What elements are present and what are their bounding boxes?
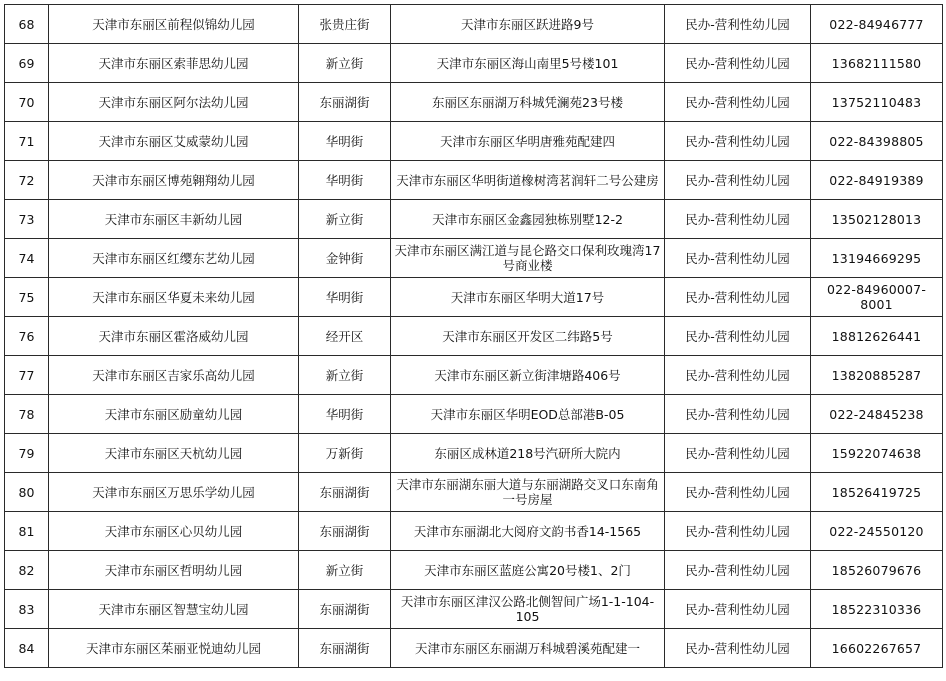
type-cell: 民办-营利性幼儿园 [665, 590, 811, 629]
phone-cell: 18526079676 [811, 551, 943, 590]
type-cell: 民办-营利性幼儿园 [665, 161, 811, 200]
table-row [5, 5, 943, 44]
phone-cell: 16602267657 [811, 629, 943, 668]
address-cell: 天津市东丽区蓝庭公寓20号楼1、2门 [391, 551, 665, 590]
row-number-cell: 81 [5, 512, 49, 551]
row-number-cell: 78 [5, 395, 49, 434]
address-cell: 天津市东丽区东丽湖万科城碧溪苑配建一 [391, 629, 665, 668]
phone-cell: 022-84398805 [811, 122, 943, 161]
address-cell: 东丽区成林道218号汽研所大院内 [391, 434, 665, 473]
address-cell: 天津市东丽区华明EOD总部港B-05 [391, 395, 665, 434]
type-cell: 民办-营利性幼儿园 [665, 200, 811, 239]
row-number-cell: 79 [5, 434, 49, 473]
phone-cell: 13752110483 [811, 83, 943, 122]
address-cell: 天津市东丽区新立街津塘路406号 [391, 356, 665, 395]
kindergarten-name-cell: 天津市东丽区华夏未来幼儿园 [49, 278, 299, 317]
row-number-cell: 82 [5, 551, 49, 590]
address-cell: 天津市东丽区华明唐雅苑配建四 [391, 122, 665, 161]
row-number-cell: 71 [5, 122, 49, 161]
kindergarten-name-cell: 天津市东丽区霍洛威幼儿园 [49, 317, 299, 356]
type-cell: 民办-营利性幼儿园 [665, 629, 811, 668]
row-number-cell: 68 [5, 5, 49, 44]
table-row [5, 122, 943, 161]
kindergarten-name-cell: 天津市东丽区博苑翱翔幼儿园 [49, 161, 299, 200]
phone-cell: 022-84960007-8001 [811, 278, 943, 317]
kindergarten-name-cell: 天津市东丽区吉家乐高幼儿园 [49, 356, 299, 395]
kindergarten-name-cell: 天津市东丽区智慧宝幼儿园 [49, 590, 299, 629]
address-cell: 天津市东丽湖东丽大道与东丽湖路交叉口东南角一号房屋 [391, 473, 665, 512]
table-row [5, 356, 943, 395]
kindergarten-name-cell: 天津市东丽区哲明幼儿园 [49, 551, 299, 590]
kindergarten-name-cell: 天津市东丽区励童幼儿园 [49, 395, 299, 434]
kindergarten-table [4, 4, 943, 668]
type-cell: 民办-营利性幼儿园 [665, 5, 811, 44]
row-number-cell: 75 [5, 278, 49, 317]
table-row [5, 278, 943, 317]
type-cell: 民办-营利性幼儿园 [665, 473, 811, 512]
kindergarten-name-cell: 天津市东丽区艾威蒙幼儿园 [49, 122, 299, 161]
phone-cell: 13502128013 [811, 200, 943, 239]
kindergarten-name-cell: 天津市东丽区心贝幼儿园 [49, 512, 299, 551]
table-body [5, 5, 943, 668]
address-cell: 天津市东丽区跃进路9号 [391, 5, 665, 44]
kindergarten-name-cell: 天津市东丽区红缨东艺幼儿园 [49, 239, 299, 278]
street-cell: 华明街 [299, 278, 391, 317]
kindergarten-name-cell: 天津市东丽区丰新幼儿园 [49, 200, 299, 239]
street-cell: 金钟街 [299, 239, 391, 278]
type-cell: 民办-营利性幼儿园 [665, 512, 811, 551]
type-cell: 民办-营利性幼儿园 [665, 317, 811, 356]
type-cell: 民办-营利性幼儿园 [665, 395, 811, 434]
row-number-cell: 72 [5, 161, 49, 200]
kindergarten-name-cell: 天津市东丽区茱丽亚悦迪幼儿园 [49, 629, 299, 668]
row-number-cell: 83 [5, 590, 49, 629]
row-number-cell: 70 [5, 83, 49, 122]
street-cell: 万新街 [299, 434, 391, 473]
type-cell: 民办-营利性幼儿园 [665, 44, 811, 83]
table-row [5, 434, 943, 473]
table-row [5, 395, 943, 434]
phone-cell: 15922074638 [811, 434, 943, 473]
kindergarten-name-cell: 天津市东丽区前程似锦幼儿园 [49, 5, 299, 44]
address-cell: 天津市东丽区华明街道橡树湾茗润轩二号公建房 [391, 161, 665, 200]
kindergarten-name-cell: 天津市东丽区阿尔法幼儿园 [49, 83, 299, 122]
address-cell: 天津市东丽区满江道与昆仑路交口保利玫瑰湾17号商业楼 [391, 239, 665, 278]
table-row [5, 317, 943, 356]
street-cell: 东丽湖街 [299, 629, 391, 668]
phone-cell: 022-24845238 [811, 395, 943, 434]
phone-cell: 13682111580 [811, 44, 943, 83]
street-cell: 经开区 [299, 317, 391, 356]
street-cell: 东丽湖街 [299, 473, 391, 512]
address-cell: 天津市东丽湖北大阅府文韵书香14-1565 [391, 512, 665, 551]
row-number-cell: 74 [5, 239, 49, 278]
row-number-cell: 73 [5, 200, 49, 239]
phone-cell: 022-84919389 [811, 161, 943, 200]
street-cell: 新立街 [299, 44, 391, 83]
address-cell: 天津市东丽区开发区二纬路5号 [391, 317, 665, 356]
street-cell: 新立街 [299, 200, 391, 239]
table-row [5, 551, 943, 590]
kindergarten-name-cell: 天津市东丽区万思乐学幼儿园 [49, 473, 299, 512]
street-cell: 华明街 [299, 395, 391, 434]
street-cell: 新立街 [299, 356, 391, 395]
phone-cell: 022-84946777 [811, 5, 943, 44]
table-row [5, 83, 943, 122]
street-cell: 华明街 [299, 122, 391, 161]
table-row [5, 200, 943, 239]
table-row [5, 629, 943, 668]
street-cell: 东丽湖街 [299, 590, 391, 629]
row-number-cell: 84 [5, 629, 49, 668]
type-cell: 民办-营利性幼儿园 [665, 83, 811, 122]
type-cell: 民办-营利性幼儿园 [665, 434, 811, 473]
type-cell: 民办-营利性幼儿园 [665, 239, 811, 278]
table-row [5, 44, 943, 83]
type-cell: 民办-营利性幼儿园 [665, 278, 811, 317]
phone-cell: 13820885287 [811, 356, 943, 395]
phone-cell: 13194669295 [811, 239, 943, 278]
row-number-cell: 77 [5, 356, 49, 395]
street-cell: 新立街 [299, 551, 391, 590]
table-row [5, 473, 943, 512]
phone-cell: 18812626441 [811, 317, 943, 356]
type-cell: 民办-营利性幼儿园 [665, 122, 811, 161]
table-row [5, 161, 943, 200]
kindergarten-name-cell: 天津市东丽区天杭幼儿园 [49, 434, 299, 473]
address-cell: 天津市东丽区金鑫园独栋别墅12-2 [391, 200, 665, 239]
street-cell: 东丽湖街 [299, 512, 391, 551]
row-number-cell: 80 [5, 473, 49, 512]
row-number-cell: 69 [5, 44, 49, 83]
phone-cell: 022-24550120 [811, 512, 943, 551]
table-row [5, 512, 943, 551]
street-cell: 张贵庄街 [299, 5, 391, 44]
address-cell: 天津市东丽区海山南里5号楼101 [391, 44, 665, 83]
type-cell: 民办-营利性幼儿园 [665, 551, 811, 590]
street-cell: 华明街 [299, 161, 391, 200]
street-cell: 东丽湖街 [299, 83, 391, 122]
table-row [5, 239, 943, 278]
address-cell: 天津市东丽区华明大道17号 [391, 278, 665, 317]
address-cell: 天津市东丽区津汉公路北侧智间广场1-1-104-105 [391, 590, 665, 629]
phone-cell: 18526419725 [811, 473, 943, 512]
table-row [5, 590, 943, 629]
address-cell: 东丽区东丽湖万科城凭澜苑23号楼 [391, 83, 665, 122]
kindergarten-name-cell: 天津市东丽区索菲思幼儿园 [49, 44, 299, 83]
row-number-cell: 76 [5, 317, 49, 356]
type-cell: 民办-营利性幼儿园 [665, 356, 811, 395]
phone-cell: 18522310336 [811, 590, 943, 629]
